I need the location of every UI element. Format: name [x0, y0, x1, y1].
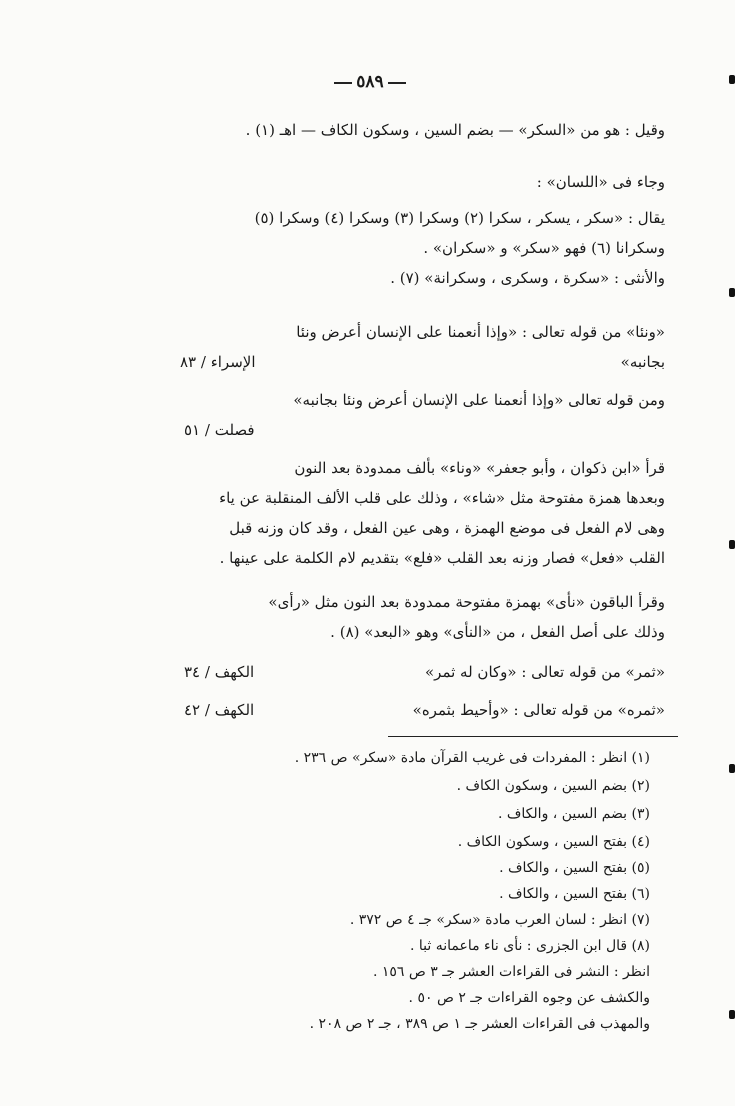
- footnote-5: (٥) بفتح السين ، والكاف .: [499, 860, 650, 876]
- footnote-4: (٤) بفتح السين ، وسكون الكاف .: [457, 834, 650, 850]
- body-line-8: ومن قوله تعالى «وإذا أنعمنا على الإنسان أعرض ونئا بجانبه»: [293, 391, 665, 409]
- footnote-7: (٧) انظر : لسان العرب مادة «سكر» جـ ٤ ص ٣٧٢ .: [349, 912, 650, 928]
- body-line-16: «ثمره» من قوله تعالى : «وأحيط بثمره»: [412, 701, 665, 719]
- scan-edge-mark: [729, 75, 735, 84]
- footnote-2: (٢) بضم السين ، وسكون الكاف .: [456, 778, 650, 794]
- body-line-4: وسكرانا (٦) فهو «سكر» و «سكران» .: [423, 239, 665, 257]
- body-line-13: وقرأ الباقون «نأى» بهمزة مفتوحة ممدودة بعد النون مثل «رأى»: [268, 593, 665, 611]
- body-line-11: وهى لام الفعل فى موضع الهمزة ، وهى عين الفعل ، وقد كان وزنه قبل: [229, 519, 665, 537]
- body-line-15: «ثمر» من قوله تعالى : «وكان له ثمر»: [424, 663, 665, 681]
- scan-edge-mark: [729, 288, 735, 297]
- scan-edge-mark: [729, 764, 735, 773]
- quran-reference-4: الكهف / ٤٢: [184, 701, 255, 719]
- body-line-5: والأنثى : «سكرة ، وسكرى ، وسكرانة» (٧) .: [390, 269, 665, 287]
- body-line-7: بجانبه»: [620, 353, 665, 371]
- footnote-1: (١) انظر : المفردات فى غريب القرآن مادة «سكر» ص ٢٣٦ .: [294, 750, 650, 766]
- footnote-3: (٣) بضم السين ، والكاف .: [498, 806, 650, 822]
- body-line-2: وجاء فى «اللسان» :: [536, 173, 665, 191]
- quran-reference-2: فصلت / ٥١: [184, 421, 255, 439]
- page-number-dash-right: [334, 82, 352, 84]
- page-number: [330, 72, 410, 92]
- footnote-separator: [388, 736, 678, 737]
- footnote-10: والكشف عن وجوه القراءات جـ ٢ ص ٥٠ .: [408, 990, 650, 1006]
- page-number-dash-left: [388, 82, 406, 84]
- body-line-14: وذلك على أصل الفعل ، من «النأى» وهو «البعد» (٨) .: [330, 623, 665, 641]
- body-line-12: القلب «فعل» فصار وزنه بعد القلب «فلع» بتقديم لام الكلمة على عينها .: [219, 549, 665, 567]
- body-line-1: وقيل : هو من «السكر» — بضم السين ، وسكون الكاف — اهـ (١) .: [245, 121, 665, 139]
- footnote-11: والمهذب فى القراءات العشر جـ ١ ص ٣٨٩ ، جـ ٢ ص ٢٠٨ .: [309, 1016, 650, 1032]
- page-number-text: ٥٨٩: [356, 72, 384, 92]
- quran-reference-1: الإسراء / ٨٣: [180, 353, 256, 371]
- body-line-3: يقال : «سكر ، يسكر ، سكرا (٢) وسكرا (٣) وسكرا (٤) وسكرا (٥): [254, 209, 665, 227]
- scan-edge-mark: [729, 540, 735, 549]
- quran-reference-3: الكهف / ٣٤: [184, 663, 255, 681]
- scan-edge-mark: [729, 1010, 735, 1019]
- footnote-8: (٨) قال ابن الجزرى : نأى ناء ماعمانه ثبا .: [409, 938, 650, 954]
- footnote-9: انظر : النشر فى القراءات العشر جـ ٣ ص ١٥٦ .: [372, 964, 650, 980]
- body-line-9: قرأ «ابن ذكوان ، وأبو جعفر» «وناء» بألف ممدودة بعد النون: [294, 459, 665, 477]
- footnote-6: (٦) بفتح السين ، والكاف .: [499, 886, 650, 902]
- body-line-10: وبعدها همزة مفتوحة مثل «شاء» ، وذلك على قلب الألف المنقلبة عن ياء: [219, 489, 665, 507]
- body-line-6: «ونئا» من قوله تعالى : «وإذا أنعمنا على الإنسان أعرض ونئا: [296, 323, 665, 341]
